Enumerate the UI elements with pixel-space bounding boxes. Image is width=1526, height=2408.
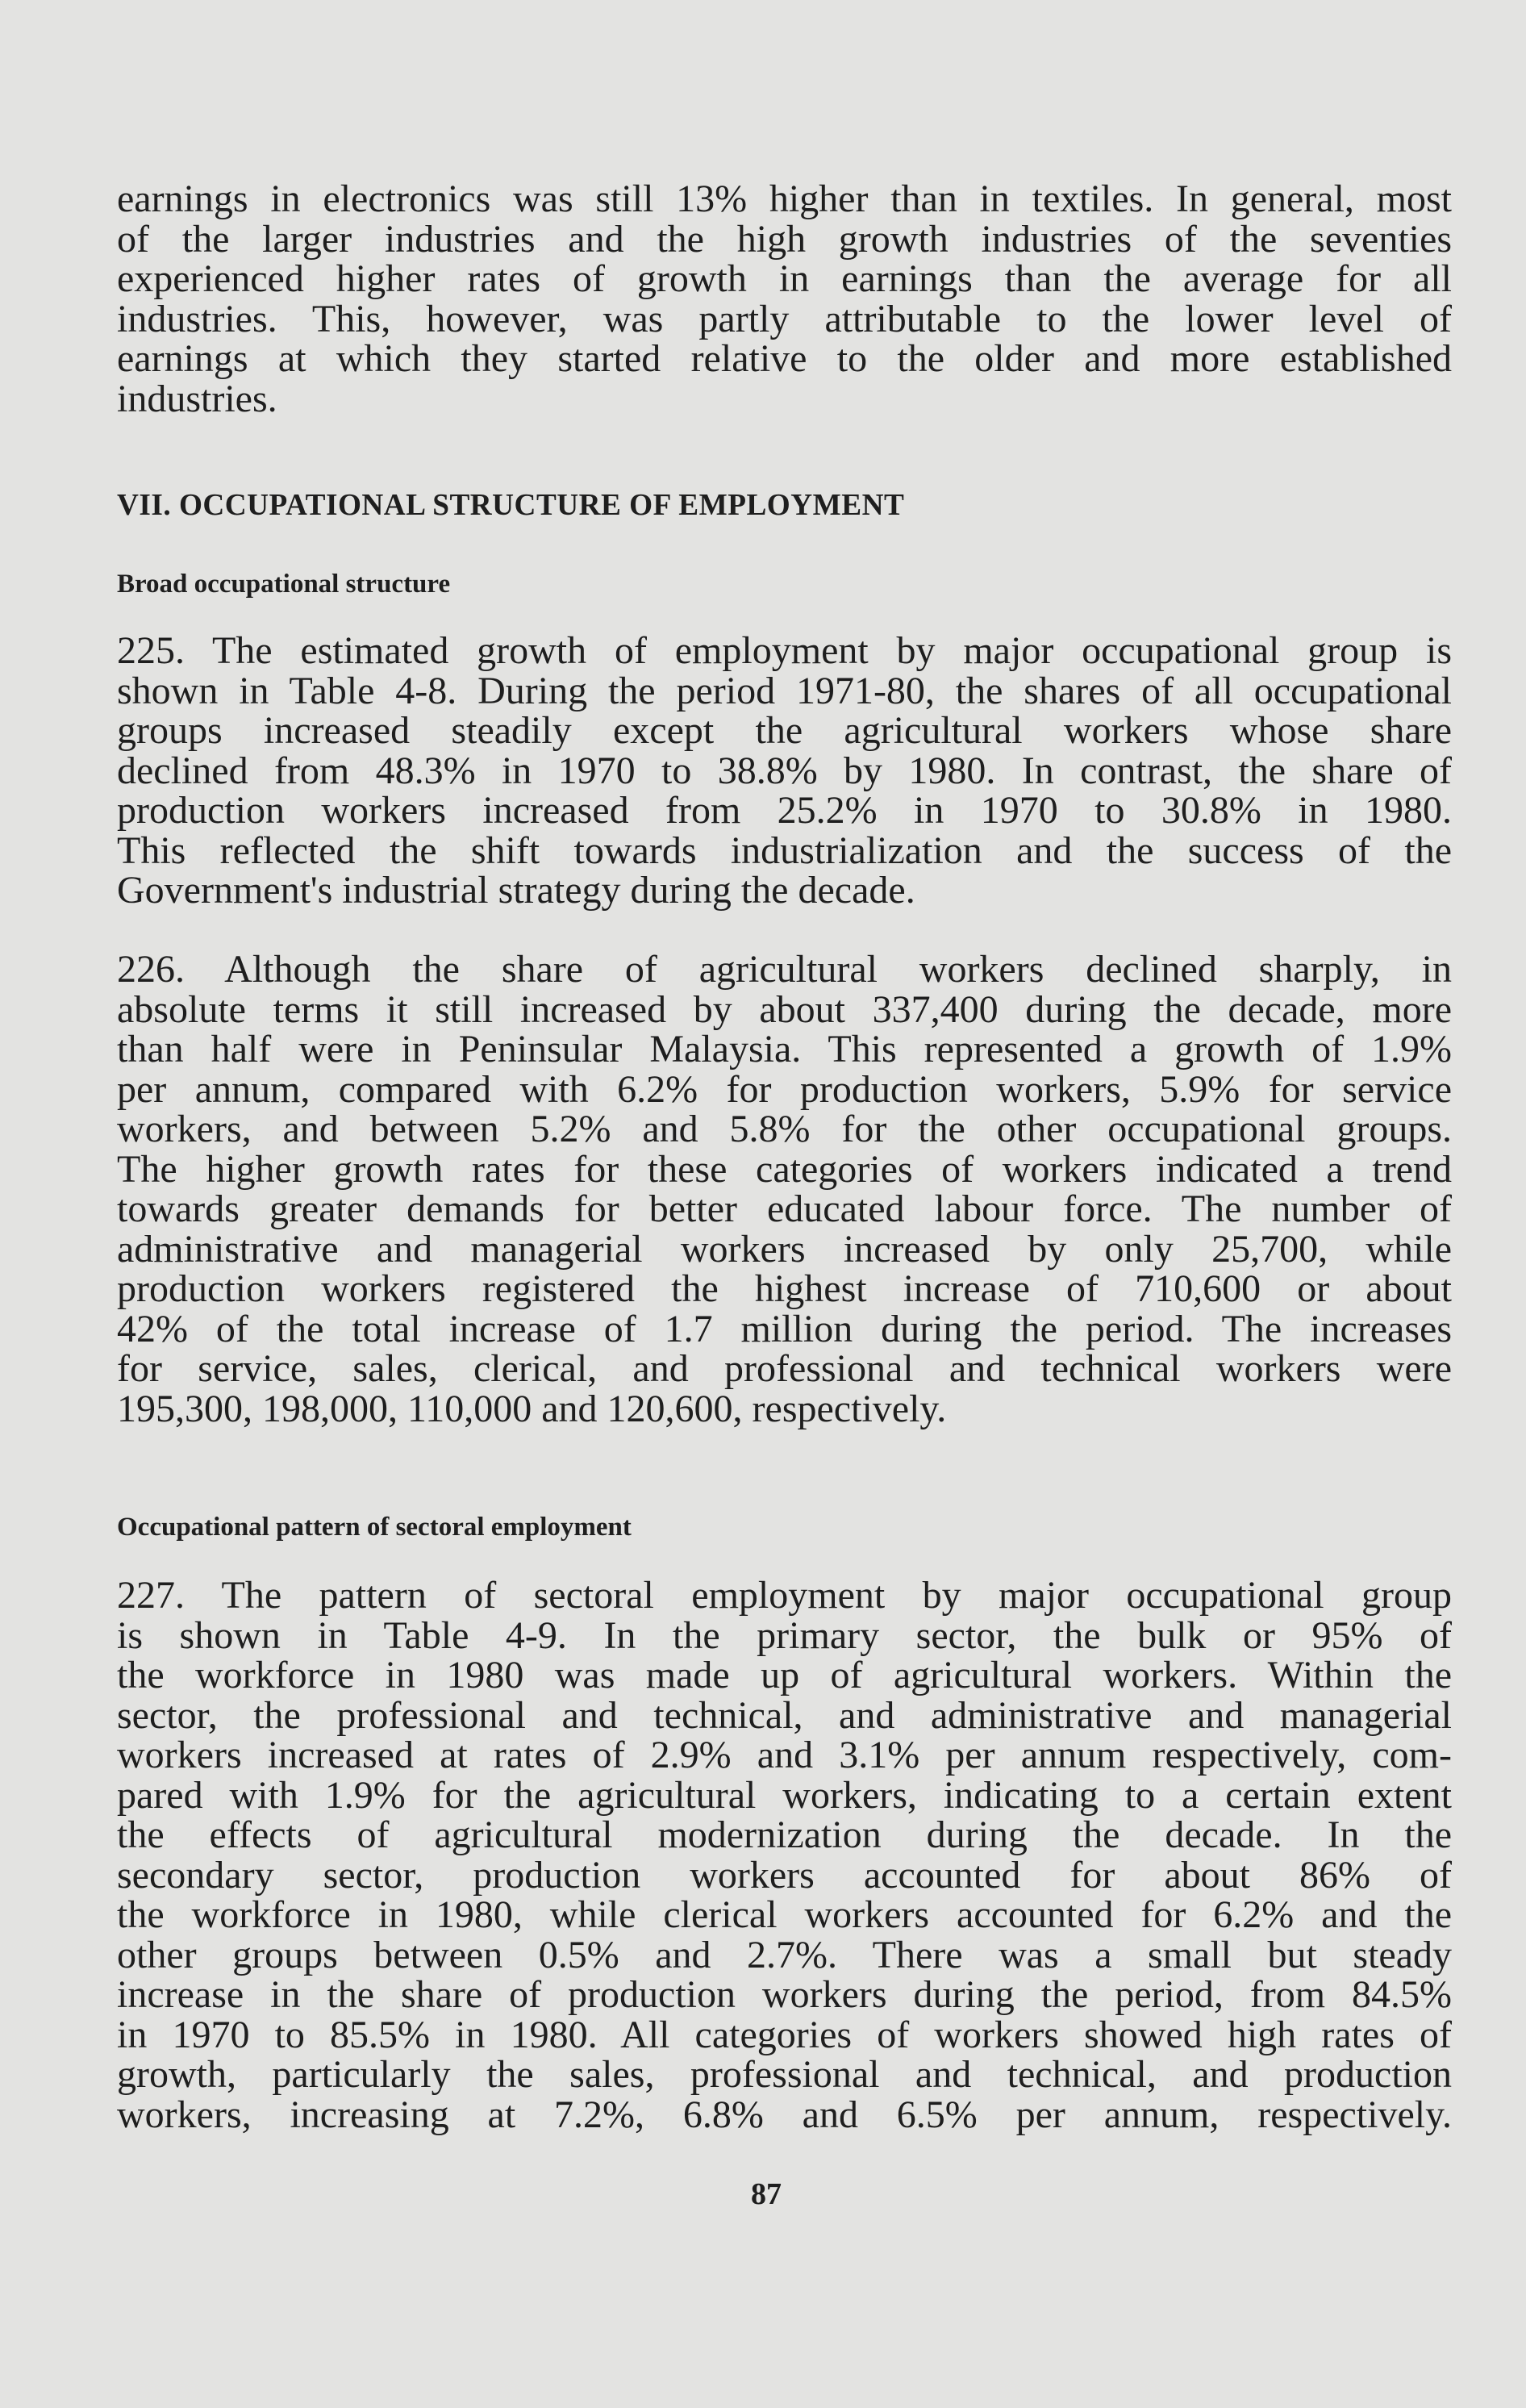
text-line: secondary sector, production workers accounted for about 86% of: [117, 1853, 1452, 1897]
text-line: workers, increasing at 7.2%, 6.8% and 6.5% per annum, respectively.: [117, 2093, 1452, 2136]
text-line: per annum, compared with 6.2% for production workers, 5.9% for service: [117, 1067, 1452, 1111]
text-line: industries.: [117, 377, 277, 420]
section-heading: VII. OCCUPATIONAL STRUCTURE OF EMPLOYMENT: [117, 488, 905, 522]
text-line: the workforce in 1980 was made up of agricultural workers. Within the: [117, 1654, 1452, 1696]
text-line: for service, sales, clerical, and professional and technical workers were: [117, 1347, 1452, 1390]
text-line: is shown in Table 4-9. In the primary sector, the bulk or 95% of: [117, 1613, 1452, 1657]
text-line: the workforce in 1980, while clerical workers accounted for 6.2% and the: [117, 1893, 1452, 1936]
text-line: 195,300, 198,000, 110,000 and 120,600, respectively.: [117, 1387, 947, 1430]
text-line: towards greater demands for better educated labour force. The number of: [117, 1187, 1452, 1230]
text-line: 225. The estimated growth of employment by major occupational group is: [117, 629, 1452, 672]
text-line: industries. This, however, was partly attributable to the lower level of: [117, 297, 1452, 340]
text-line: shown in Table 4-8. During the period 1971-80, the shares of all occupational: [117, 669, 1452, 712]
text-line: The higher growth rates for these categories of workers indicated a trend: [117, 1147, 1452, 1191]
text-line: sector, the professional and technical, and administrative and managerial: [117, 1693, 1452, 1737]
text-line: production workers registered the highest increase of 710,600 or about: [117, 1267, 1452, 1310]
text-line: groups increased steadily except the agricultural workers whose share: [117, 709, 1452, 752]
text-line: pared with 1.9% for the agricultural workers, indicating to a certain extent: [117, 1773, 1452, 1817]
paragraph-227: [117, 1575, 1452, 2135]
text-line: growth, particularly the sales, professional and technical, and production: [117, 2053, 1452, 2096]
text-line: absolute terms it still increased by about 337,400 during the decade, more: [117, 987, 1452, 1031]
paragraph-225: [117, 631, 1452, 911]
text-line: in 1970 to 85.5% in 1980. All categories of workers showed high rates of: [117, 2013, 1452, 2056]
text-line: workers, and between 5.2% and 5.8% for the other occupational groups.: [117, 1108, 1452, 1150]
text-line: than half were in Peninsular Malaysia. This represented a growth of 1.9%: [117, 1028, 1452, 1070]
text-line: 42% of the total increase of 1.7 million during the period. The increases: [117, 1307, 1452, 1350]
page-number: 87: [751, 2177, 782, 2211]
text-line: declined from 48.3% in 1970 to 38.8% by 1980. In contrast, the share of: [117, 749, 1452, 792]
paragraph-intro: [117, 179, 1452, 419]
text-line: production workers increased from 25.2% in 1970 to 30.8% in 1980.: [117, 789, 1452, 832]
text-line: experienced higher rates of growth in earnings than the average for all: [117, 257, 1452, 300]
text-line: 226. Although the share of agricultural workers declined sharply, in: [117, 948, 1452, 991]
paragraph-226: [117, 949, 1452, 1429]
text-line: earnings at which they started relative to the older and more established: [117, 337, 1452, 380]
text-line: other groups between 0.5% and 2.7%. There was a small but steady: [117, 1933, 1452, 1976]
text-line: administrative and managerial workers increased by only 25,700, while: [117, 1227, 1452, 1271]
text-line: increase in the share of production workers during the period, from 84.5%: [117, 1973, 1452, 2016]
text-line: earnings in electronics was still 13% higher than in textiles. In general, most: [117, 177, 1452, 220]
subheading-sectoral-employment: Occupational pattern of sectoral employment: [117, 1513, 632, 1542]
text-line: 227. The pattern of sectoral employment by major occupational group: [117, 1574, 1452, 1617]
text-line: the effects of agricultural modernization during the decade. In the: [117, 1813, 1452, 1856]
text-line: of the larger industries and the high growth industries of the seventies: [117, 217, 1452, 261]
subheading-broad-occupational-structure: Broad occupational structure: [117, 570, 451, 599]
text-line: Government's industrial strategy during the decade.: [117, 869, 915, 912]
text-line: This reflected the shift towards industrialization and the success of the: [117, 828, 1452, 872]
text-line: workers increased at rates of 2.9% and 3.1% per annum respectively, com-: [117, 1734, 1452, 1776]
